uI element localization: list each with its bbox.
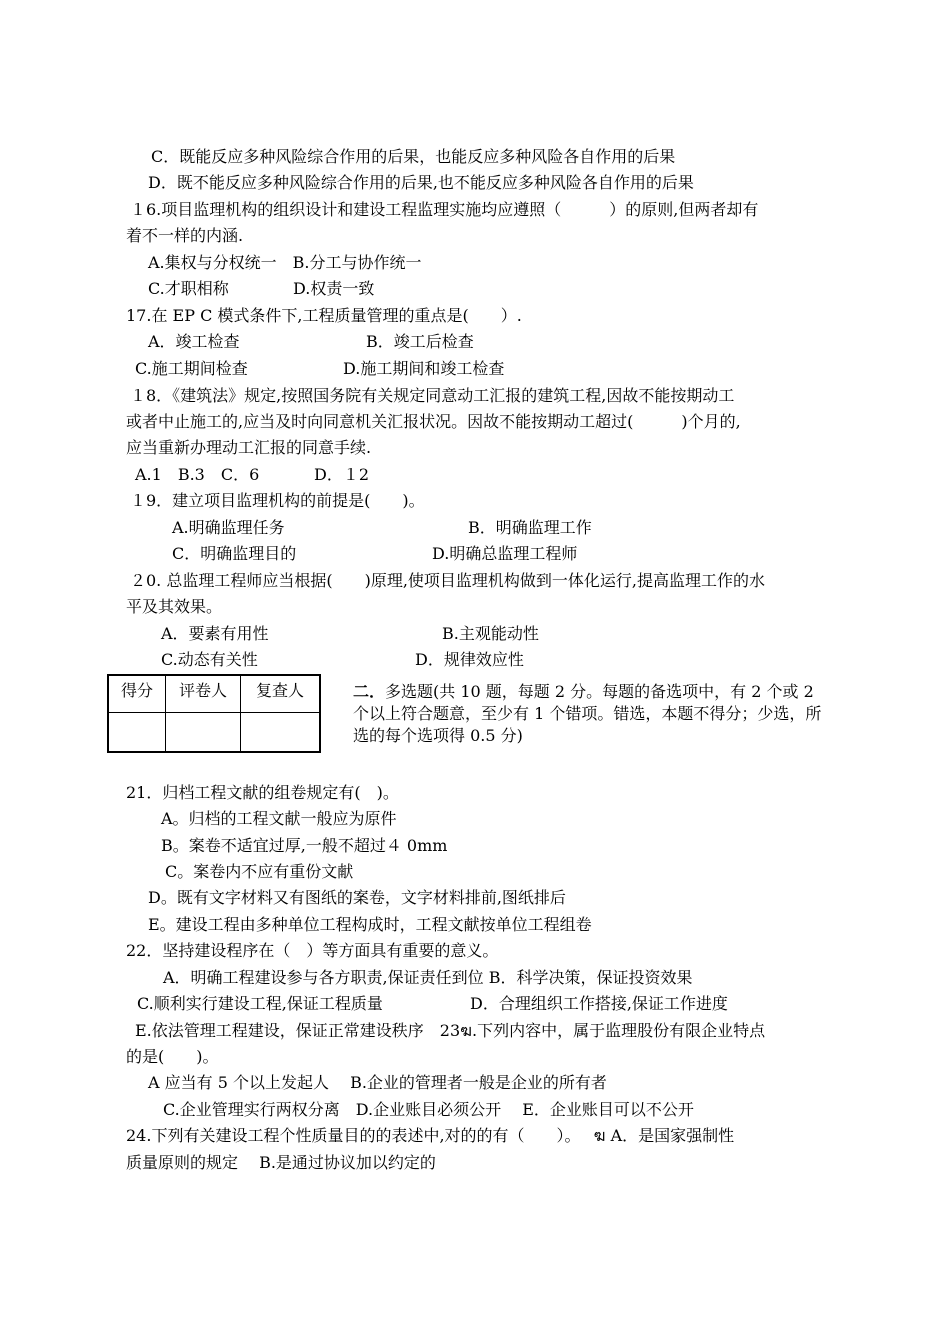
q20-option-d: D．规律效应性 <box>415 650 524 669</box>
q22-option-d: D．合理组织工作搭接,保证工作进度 <box>470 994 728 1013</box>
q19-option-b: B．明确监理工作 <box>468 518 592 537</box>
q17-option-d: D.施工期间和竣工检查 <box>343 359 505 378</box>
section-two-heading: 二． <box>353 682 386 701</box>
q20-stem-cont: 平及其效果。 <box>126 597 223 616</box>
q23-options-ab: A 应当有 5 个以上发起人 B.企业的管理者一般是企业的所有者 <box>148 1073 607 1092</box>
q16-stem-cont: 着不一样的内涵. <box>126 226 244 245</box>
q15-option-c: C．既能反应多种风险综合作用的后果，也能反应多种风险各自作用的后果 <box>151 147 676 166</box>
q15-option-d: D．既不能反应多种风险综合作用的后果,也不能反应多种风险各自作用的后果 <box>148 173 694 192</box>
q17-option-a: A．竣工检查 <box>148 332 240 351</box>
q24-stem: 24.下列有关建设工程个性质量目的的表述中,对的的有（ ）。 ฆ A．是国家强制性 <box>126 1126 735 1145</box>
q20-option-a: A．要素有用性 <box>161 624 269 643</box>
score-table <box>107 674 321 753</box>
q16-stem: １6.项目监理机构的组织设计和建设工程监理实施均应遵照（ ）的原则,但两者却有 <box>130 200 759 219</box>
section-two-text: 多选题(共 10 题，每题 2 分。每题的备选项中，有 2 个或 2 个以上符合题意，至少有 1 个错项。错选，本题不得分；少选，所选的每个选项得 0.5 分) <box>353 682 822 745</box>
q21-option-b: B。案卷不适宜过厚,一般不超过４ 0mm <box>161 836 448 855</box>
q18-options-abc: A.1 B.3 C．6 <box>135 465 260 484</box>
q21-stem: 21．归档工程文献的组卷规定有( )。 <box>126 783 399 802</box>
q22-option-e-q23-stem: E.依法管理工程建设，保证正常建设秩序 23ฆ.下列内容中，属于监理股份有限企业特点 <box>135 1021 766 1040</box>
q23-stem-cont: 的是( )。 <box>126 1047 219 1066</box>
q19-option-d: D.明确总监理工程师 <box>432 544 578 563</box>
q23-options-cde: C.企业管理实行两权分离 D.企业账目必须公开 E．企业账目可以不公开 <box>163 1100 694 1119</box>
q16-options-ab: A.集权与分权统一 B.分工与协作统一 <box>148 253 422 272</box>
q21-option-d: D。既有文字材料又有图纸的案卷，文字材料排前,图纸排后 <box>148 888 566 907</box>
q22-option-c: C.顺利实行建设工程,保证工程质量 <box>137 994 383 1013</box>
q17-option-b: B．竣工后检查 <box>366 332 474 351</box>
q21-option-c: C。案卷内不应有重份文献 <box>165 862 354 881</box>
score-cell <box>108 713 166 753</box>
q22-stem: 22．坚持建设程序在（ ）等方面具有重要的意义。 <box>126 941 499 960</box>
q18-option-d: D．１2 <box>314 465 370 484</box>
q16-option-d: D.权责一致 <box>293 279 375 298</box>
q20-option-c: C.动态有关性 <box>161 650 258 669</box>
q18-stem: １8．《建筑法》规定,按照国务院有关规定同意动工汇报的建筑工程,因故不能按期动工 <box>130 386 735 405</box>
q22-options-ab: A．明确工程建设参与各方职责,保证责任到位 B．科学决策，保证投资效果 <box>163 968 693 987</box>
q17-option-c: C.施工期间检查 <box>135 359 248 378</box>
q19-stem: １9．建立项目监理机构的前提是( )。 <box>130 491 425 510</box>
grader-header: 评卷人 <box>166 675 241 713</box>
q19-option-c: C．明确监理目的 <box>172 544 297 563</box>
q20-stem: ２0. 总监理工程师应当根据( )原理,使项目监理机构做到一体化运行,提高监理工作的水 <box>130 571 766 590</box>
reviewer-cell <box>241 713 321 753</box>
score-header: 得分 <box>108 675 166 713</box>
q18-stem-cont-1: 或者中止施工的,应当及时向同意机关汇报状况。因故不能按期动工超过( )个月的, <box>126 412 741 431</box>
q18-stem-cont-2: 应当重新办理动工汇报的同意手续. <box>126 438 372 457</box>
section-two-instructions <box>353 681 828 747</box>
q17-stem: 17.在 EP C 模式条件下,工程质量管理的重点是( ）. <box>126 306 522 325</box>
reviewer-header: 复查人 <box>241 675 321 713</box>
q20-option-b: B.主观能动性 <box>442 624 539 643</box>
q21-option-e: E。建设工程由多种单位工程构成时，工程文献按单位工程组卷 <box>148 915 592 934</box>
grader-cell <box>166 713 241 753</box>
q19-option-a: A.明确监理任务 <box>172 518 285 537</box>
q21-option-a: A。归档的工程文献一般应为原件 <box>161 809 397 828</box>
q24-stem-cont: 质量原则的规定 B.是通过协议加以约定的 <box>126 1153 436 1172</box>
q16-option-c: C.才职相称 <box>148 279 229 298</box>
